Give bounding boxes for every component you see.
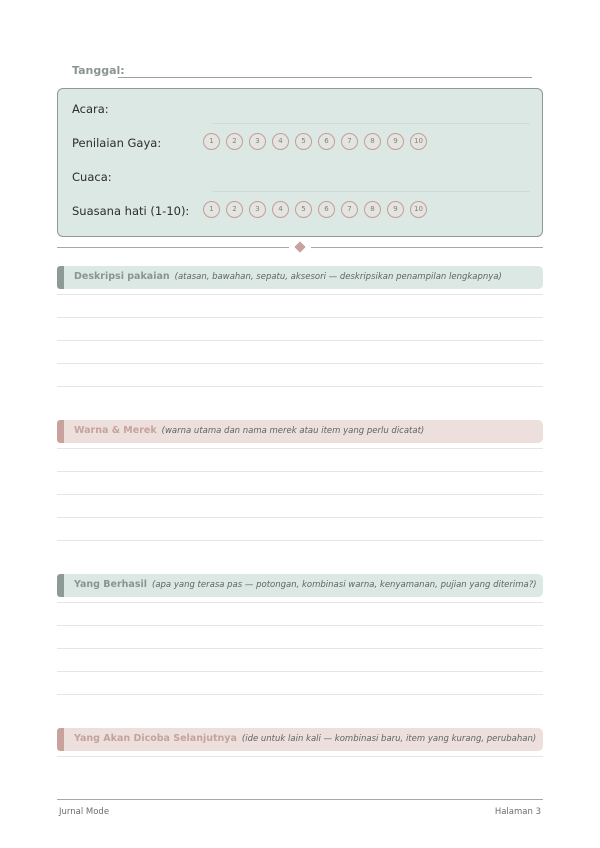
section-hint: (atasan, bawahan, sepatu, aksesori — deskripsikan penampilan lengkapnya) — [174, 272, 502, 282]
section-header — [57, 728, 543, 751]
style-rating-option[interactable]: 6 — [318, 133, 335, 150]
weather-field[interactable] — [212, 191, 530, 192]
section-what-worked — [57, 574, 543, 696]
event-field[interactable] — [212, 123, 530, 124]
writing-line[interactable] — [57, 540, 543, 541]
section-title: Warna & Merek (warna utama dan nama merek atau item yang perlu dicatat) — [74, 425, 425, 436]
section-header — [57, 574, 543, 597]
style-rating-row — [72, 132, 530, 156]
style-rating-option[interactable]: 3 — [249, 133, 266, 150]
section-accent-bar — [57, 574, 64, 597]
mood-option[interactable]: 8 — [364, 201, 381, 218]
section-outfit-description — [57, 266, 543, 388]
section-accent-bar — [57, 266, 64, 289]
writing-line[interactable] — [57, 602, 543, 603]
date-label: Tanggal: — [72, 64, 125, 77]
mood-option[interactable]: 4 — [272, 201, 289, 218]
mood-option[interactable]: 5 — [295, 201, 312, 218]
style-rating-option[interactable]: 9 — [387, 133, 404, 150]
style-rating-option[interactable]: 4 — [272, 133, 289, 150]
style-rating-option[interactable]: 1 — [203, 133, 220, 150]
writing-line[interactable] — [57, 363, 543, 364]
writing-line[interactable] — [57, 671, 543, 672]
section-try-next — [57, 728, 543, 760]
writing-line[interactable] — [57, 471, 543, 472]
writing-line[interactable] — [57, 317, 543, 318]
mood-option[interactable]: 7 — [341, 201, 358, 218]
section-title: Yang Akan Dicoba Selanjutnya (ide untuk lain kali — kombinasi baru, item yang kurang, perubahan) — [74, 733, 537, 744]
mood-option[interactable]: 3 — [249, 201, 266, 218]
writing-line[interactable] — [57, 294, 543, 295]
mood-row — [72, 200, 530, 224]
divider-line-left — [57, 247, 289, 248]
style-rating-label: Penilaian Gaya: — [72, 136, 162, 150]
mood-option[interactable]: 10 — [410, 201, 427, 218]
style-rating-option[interactable]: 7 — [341, 133, 358, 150]
mood-option[interactable]: 2 — [226, 201, 243, 218]
mood-option[interactable]: 1 — [203, 201, 220, 218]
date-field[interactable] — [118, 77, 532, 78]
footer-rule — [57, 799, 543, 800]
writing-line[interactable] — [57, 340, 543, 341]
writing-line[interactable] — [57, 756, 543, 757]
writing-line[interactable] — [57, 386, 543, 387]
section-header — [57, 266, 543, 289]
section-colors-brands — [57, 420, 543, 542]
date-row — [72, 62, 532, 80]
section-hint: (apa yang terasa pas — potongan, kombinasi warna, kenyamanan, pujian yang diterima?) — [152, 580, 537, 590]
weather-row — [72, 166, 530, 190]
section-accent-bar — [57, 728, 64, 751]
divider-line-right — [311, 247, 543, 248]
writing-line[interactable] — [57, 694, 543, 695]
style-rating-option[interactable]: 2 — [226, 133, 243, 150]
style-rating-option[interactable]: 5 — [295, 133, 312, 150]
mood-option[interactable]: 6 — [318, 201, 335, 218]
writing-line[interactable] — [57, 625, 543, 626]
event-row — [72, 98, 530, 122]
mood-label: Suasana hati (1-10): — [72, 204, 190, 218]
section-hint: (ide untuk lain kali — kombinasi baru, item yang kurang, perubahan) — [241, 734, 537, 744]
writing-line[interactable] — [57, 448, 543, 449]
style-rating-option[interactable]: 8 — [364, 133, 381, 150]
footer-journal-title: Jurnal Mode — [59, 807, 110, 817]
event-label: Acara: — [72, 102, 109, 116]
writing-line[interactable] — [57, 494, 543, 495]
writing-line[interactable] — [57, 648, 543, 649]
entry-info-box — [57, 88, 543, 237]
section-title: Deskripsi pakaian (atasan, bawahan, sepatu, aksesori — deskripsikan penampilan lengkapnya) — [74, 271, 502, 282]
writing-line[interactable] — [57, 517, 543, 518]
section-hint: (warna utama dan nama merek atau item yang perlu dicatat) — [161, 426, 425, 436]
ornament-divider — [57, 242, 543, 254]
section-title: Yang Berhasil (apa yang terasa pas — potongan, kombinasi warna, kenyamanan, pujian yang diterima?) — [74, 579, 537, 590]
footer-page-number: Halaman 3 — [494, 807, 541, 817]
style-rating-option[interactable]: 10 — [410, 133, 427, 150]
mood-option[interactable]: 9 — [387, 201, 404, 218]
section-accent-bar — [57, 420, 64, 443]
section-header — [57, 420, 543, 443]
diamond-icon — [294, 241, 305, 252]
weather-label: Cuaca: — [72, 170, 112, 184]
